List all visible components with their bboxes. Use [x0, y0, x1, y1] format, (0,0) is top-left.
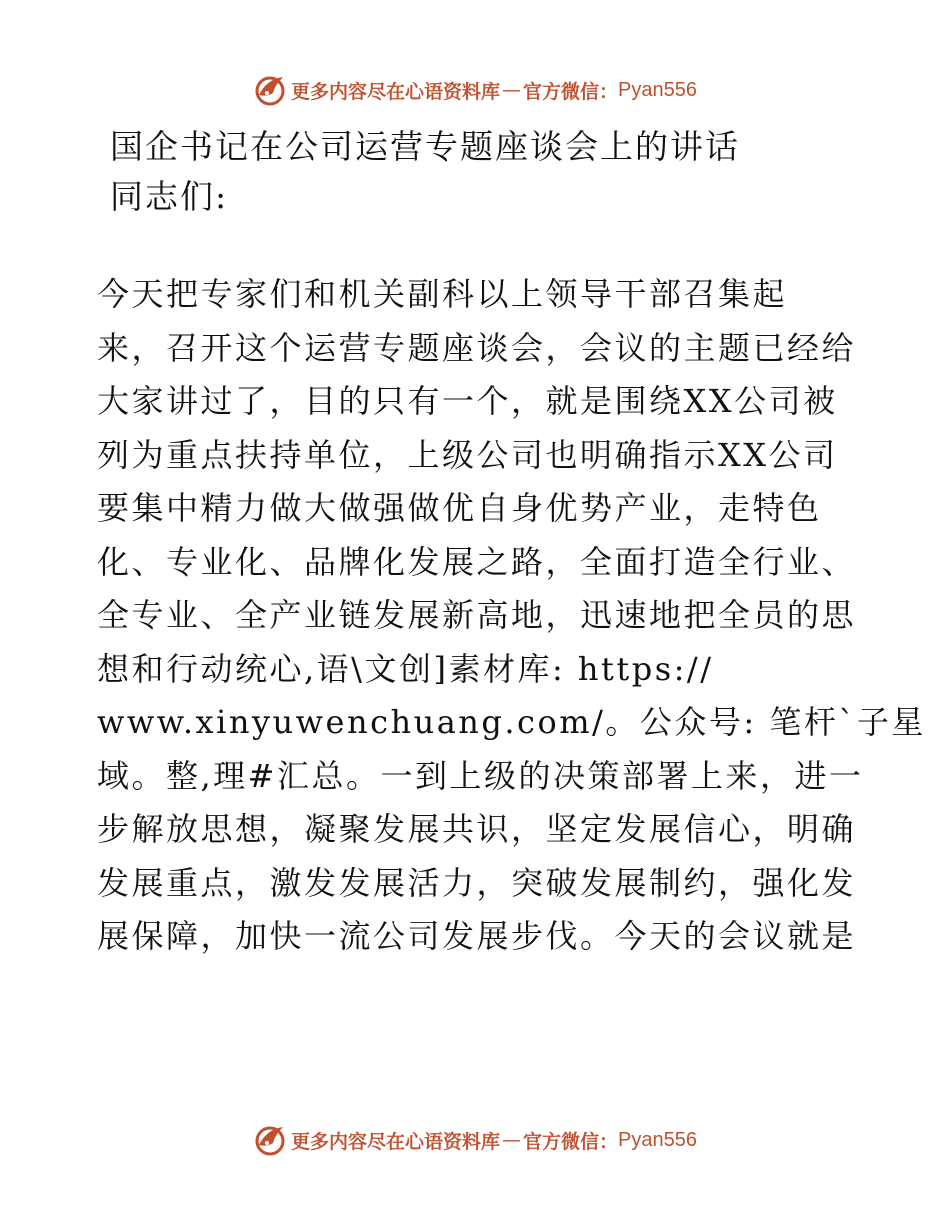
paragraph-line: 域。整,理#汇总。一到上级的决策部署上来，进一	[97, 756, 864, 795]
paragraph-line: 想和行动统心,语\文创]素材库: https://	[97, 649, 714, 688]
pen-nib-logo-icon	[253, 73, 287, 107]
paragraph-line: 步解放思想，凝聚发展共识，坚定发展信心，明确	[97, 810, 857, 848]
header-wechat-id: Pyan556	[618, 78, 697, 101]
footer-separator: —	[502, 1129, 522, 1151]
paragraph-line: 来，召开这个运营专题座谈会，会议的主题已经给	[97, 328, 857, 367]
paragraph-line: 全专业、全产业链发展新高地，迅速地把全员的思	[97, 596, 857, 634]
paragraph-line: 化、专业化、品牌化发展之路，全面打造全行业、	[97, 542, 857, 581]
header-wechat-label: 官方微信：	[523, 80, 619, 103]
paragraph-line: www.xinyuwenchuang.com/。公众号: 笔杆`子星	[97, 703, 926, 741]
header-separator: —	[502, 79, 522, 101]
document-paragraph	[97, 268, 926, 964]
paragraph-line: 展保障，加快一流公司发展步伐。今天的会议就是	[97, 917, 857, 955]
paragraph-line: 要集中精力做大做强做优自身优势产业，走特色	[97, 489, 822, 527]
document-greeting: 同志们:	[110, 177, 229, 216]
document-title: 国企书记在公司运营专题座谈会上的讲话	[110, 127, 740, 166]
paragraph-line: 大家讲过了，目的只有一个，就是围绕XX公司被	[97, 382, 838, 420]
paragraph-line: 发展重点，激发发展活力，突破发展制约，强化发	[97, 863, 857, 902]
pen-nib-logo-icon	[253, 1123, 287, 1157]
paragraph-line: 今天把专家们和机关副科以上领导干部召集起	[97, 275, 788, 313]
footer-banner	[0, 1120, 950, 1160]
paragraph-line: 列为重点扶持单位，上级公司也明确指示XX公司	[97, 435, 838, 474]
header-slogan: 更多内容尽在心语资料库	[291, 80, 501, 103]
footer-slogan: 更多内容尽在心语资料库	[291, 1130, 501, 1153]
footer-wechat-label: 官方微信：	[523, 1130, 619, 1153]
footer-wechat-id: Pyan556	[618, 1128, 697, 1151]
header-banner	[0, 70, 950, 110]
